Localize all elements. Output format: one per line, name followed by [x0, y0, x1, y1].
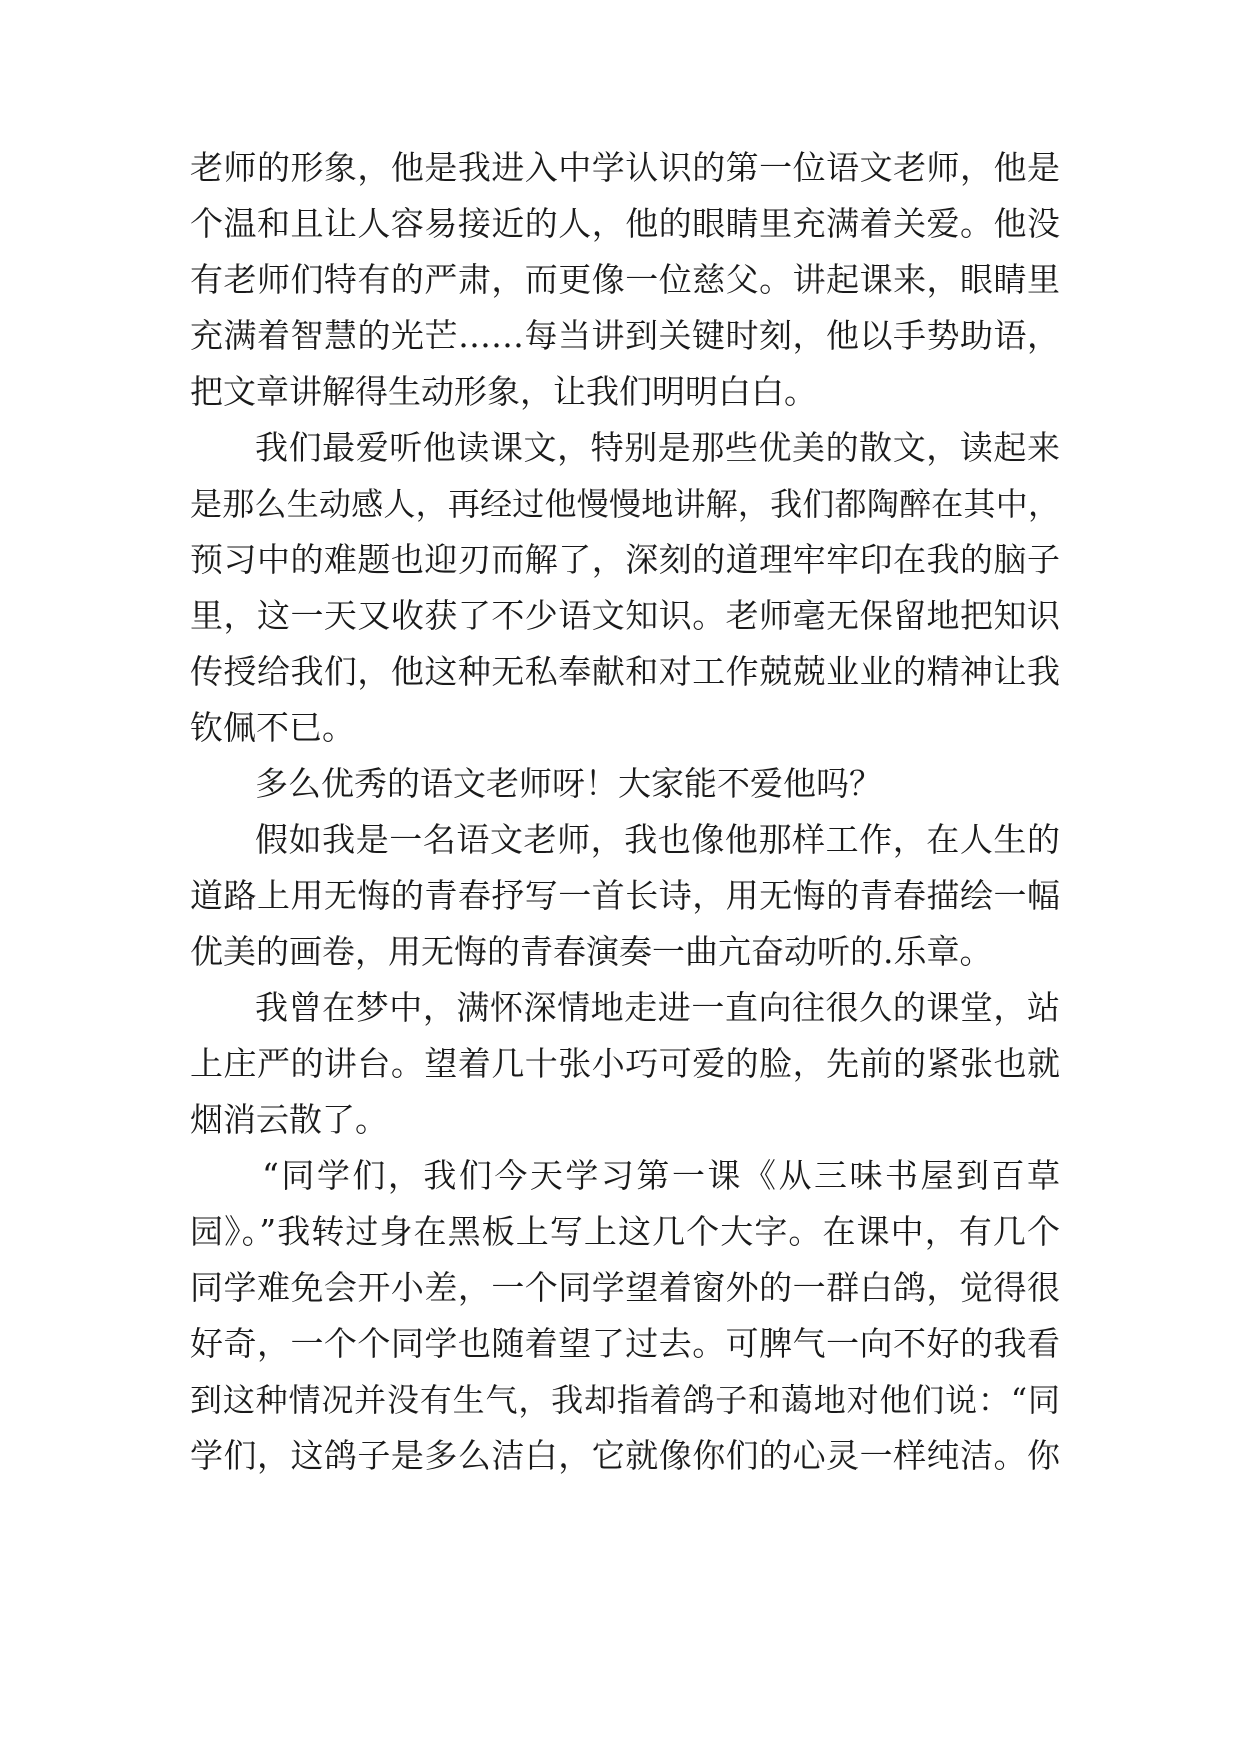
text-line: 我们最爱听他读课文，特别是那些优美的散文，读起来 [255, 428, 1060, 467]
text-line: 预习中的难题也迎刃而解了，深刻的道理牢牢印在我的脑子 [190, 540, 1060, 579]
text-line: 我曾在梦中，满怀深情地走进一直向往很久的课堂，站 [255, 988, 1060, 1027]
text-line: 钦佩不已。 [190, 708, 355, 747]
text-line: 同学难免会开小差，一个同学望着窗外的一群白鸽，觉得很 [190, 1268, 1060, 1307]
text-line: 烟消云散了。 [190, 1100, 388, 1139]
text-line: 园》。”我转过身在黑板上写上这几个大字。在课中，有几个 [190, 1212, 1060, 1251]
text-line: 充满着智慧的光芒……每当讲到关键时刻，他以手势助语， [190, 316, 1060, 355]
text-line: 是那么生动感人，再经过他慢慢地讲解，我们都陶醉在其中， [190, 485, 1060, 523]
text-line: 多么优秀的语文老师呀！大家能不爱他吗？ [255, 764, 882, 803]
text-line: 老师的形象，他是我进入中学认识的第一位语文老师，他是 [190, 148, 1060, 187]
text-line: 道路上用无悔的青春抒写一首长诗，用无悔的青春描绘一幅 [190, 876, 1060, 915]
text-line: “同学们，我们今天学习第一课《从三味书屋到百草 [262, 1156, 1060, 1195]
text-line: 学们，这鸽子是多么洁白，它就像你们的心灵一样纯洁。你 [190, 1436, 1060, 1475]
text-line: 优美的画卷，用无悔的青春演奏一曲亢奋动听的.乐章。 [190, 932, 993, 971]
text-line: 好奇，一个个同学也随着望了过去。可脾气一向不好的我看 [190, 1324, 1060, 1363]
text-line: 里，这一天又收获了不少语文知识。老师毫无保留地把知识 [190, 596, 1060, 635]
text-line: 个温和且让人容易接近的人，他的眼睛里充满着关爱。他没 [190, 204, 1060, 243]
text-line: 上庄严的讲台。望着几十张小巧可爱的脸，先前的紧张也就 [190, 1044, 1060, 1083]
text-line: 传授给我们，他这种无私奉献和对工作兢兢业业的精神让我 [190, 652, 1060, 691]
text-line: 到这种情况并没有生气，我却指着鸽子和蔼地对他们说：“同 [190, 1381, 1060, 1419]
text-line: 假如我是一名语文老师，我也像他那样工作，在人生的 [255, 820, 1060, 859]
text-line: 把文章讲解得生动形象，让我们明明白白。 [190, 372, 817, 411]
text-line: 有老师们特有的严肃，而更像一位慈父。讲起课来，眼睛里 [190, 260, 1060, 299]
